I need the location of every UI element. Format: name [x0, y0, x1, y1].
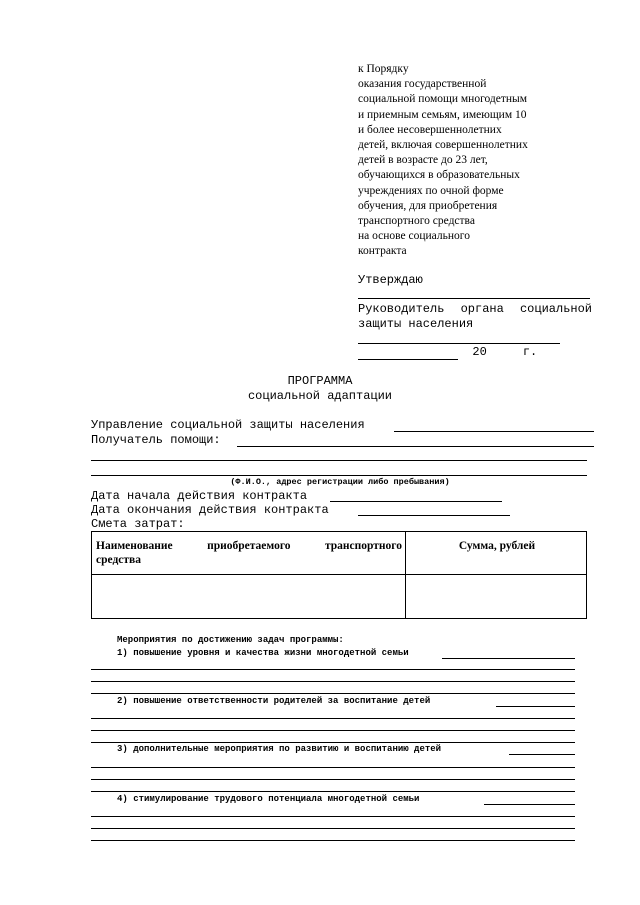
table-header-word: Наименование	[96, 540, 173, 552]
recipient-label: Получатель помощи:	[91, 433, 221, 447]
approval-head-word: органа	[460, 302, 504, 316]
recipient-caption: (Ф.И.О., адрес регистрации либо пребывания)	[230, 477, 450, 487]
measure-input-line[interactable]	[91, 779, 575, 780]
signature-name-line[interactable]	[358, 343, 560, 344]
approval-head-position	[358, 302, 592, 331]
appendix-reference	[358, 62, 588, 260]
approval-title: Утверждаю	[358, 273, 423, 287]
appendix-line: оказания государственной	[358, 78, 487, 91]
date-day-month-blank[interactable]	[358, 345, 458, 360]
measure-input-line[interactable]	[509, 754, 575, 755]
appendix-line: обучения, для приобретения	[358, 199, 498, 212]
table-row-divider	[92, 574, 586, 575]
department-label: Управление социальной защиты населения	[91, 418, 365, 432]
measure-input-line[interactable]	[91, 681, 575, 682]
date-year-suffix: г.	[522, 345, 538, 359]
measure-item: 1) повышение уровня и качества жизни многодетной семьи	[117, 648, 409, 658]
budget-label: Смета затрат:	[91, 517, 185, 531]
appendix-line: социальной помощи многодетным	[358, 93, 528, 106]
appendix-line: детей, включая совершеннолетних	[358, 139, 528, 152]
recipient-input-line-2[interactable]	[91, 460, 587, 461]
table-cell-item[interactable]	[93, 576, 403, 618]
table-header-word: приобретаемого	[207, 540, 291, 552]
cost-table	[91, 531, 587, 619]
date-year-prefix: 20	[472, 345, 487, 359]
measure-input-line[interactable]	[91, 791, 575, 792]
measure-item: 4) стимулирование трудового потенциала многодетной семьи	[117, 794, 420, 804]
start-date-label: Дата начала действия контракта	[91, 489, 308, 503]
appendix-line: контракта	[358, 245, 407, 258]
appendix-line: транспортного средства	[358, 215, 475, 228]
measure-input-line[interactable]	[91, 742, 575, 743]
measures-heading: Мероприятия по достижению задач программы:	[117, 635, 344, 645]
appendix-line: на основе социального	[358, 230, 470, 243]
start-date-input-line[interactable]	[330, 501, 502, 502]
measure-input-line[interactable]	[91, 767, 575, 768]
measure-input-line[interactable]	[442, 658, 575, 659]
measure-input-line[interactable]	[496, 706, 575, 707]
appendix-line: и приемным семьям, имеющим 10	[358, 108, 527, 121]
measure-input-line[interactable]	[91, 693, 575, 694]
department-input-line[interactable]	[394, 431, 594, 432]
measure-item: 3) дополнительные мероприятия по развитию и воспитанию детей	[117, 744, 442, 754]
measure-input-line[interactable]	[91, 816, 575, 817]
measure-item: 2) повышение ответственности родителей за воспитание детей	[117, 696, 431, 706]
table-header-word: транспортного	[325, 540, 402, 552]
appendix-line: детей в возрасте до 23 лет,	[358, 154, 488, 167]
measure-input-line[interactable]	[91, 669, 575, 670]
approval-date	[358, 345, 537, 360]
end-date-label: Дата окончания действия контракта	[91, 503, 329, 517]
appendix-line: учреждениях по очной форме	[358, 184, 504, 197]
approval-head-line2: защиты населения	[358, 316, 474, 331]
appendix-line: к Порядку	[358, 63, 409, 75]
measure-input-line[interactable]	[91, 718, 575, 719]
measure-input-line[interactable]	[91, 730, 575, 731]
program-subtitle: социальной адаптации	[247, 389, 393, 403]
approval-head-word: Руководитель	[358, 302, 445, 316]
measure-input-line[interactable]	[484, 804, 575, 805]
signature-line[interactable]	[358, 298, 590, 299]
recipient-input-line-3[interactable]	[91, 475, 587, 476]
table-header-item	[96, 539, 402, 567]
table-header-amount: Сумма, рублей	[458, 540, 536, 552]
end-date-input-line[interactable]	[358, 515, 510, 516]
table-cell-amount[interactable]	[407, 576, 586, 618]
approval-head-word: социальной	[519, 302, 592, 316]
appendix-line: обучающихся в образовательных	[358, 169, 520, 182]
recipient-input-line[interactable]	[237, 446, 594, 447]
measure-input-line[interactable]	[91, 828, 575, 829]
program-title: ПРОГРАММА	[287, 374, 353, 388]
table-header-line2: средства	[96, 554, 141, 566]
measure-input-line[interactable]	[91, 840, 575, 841]
appendix-line: и более несовершеннолетних	[358, 123, 502, 136]
